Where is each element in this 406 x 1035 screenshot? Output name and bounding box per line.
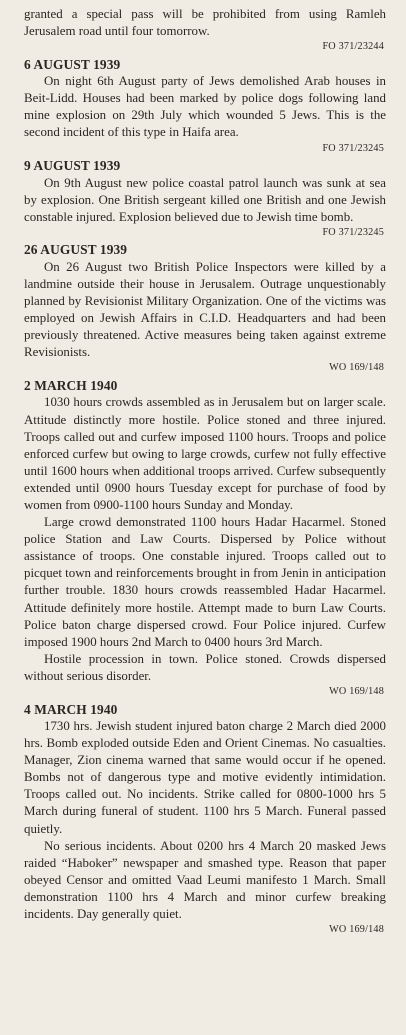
intro-source-ref: FO 371/23244	[322, 41, 384, 53]
entry-paragraph: Hostile procession in town. Police stoned. Crowds dispersed without serious disorder.	[24, 651, 386, 683]
entry-paragraph: On night 6th August party of Jews demolished Arab houses in Beit-Lidd. Houses had been marked by police dogs following land mine explosion on 29th July which wounded 5 Jews. This is the second incident of this type in Haifa area.	[24, 74, 386, 140]
entry-paragraph: Large crowd demonstrated 1100 hours Hadar Hacarmel. Stoned police Station and Law Courts. Dispersed by Police without assistance of troops. One constable injured. Troops called out to picquet town and reinforcements brought in from Jenin in anticipation further trouble. 1830 hours crowds reassembled Hadar Hacarmel. Attitude definitely more hostile. Attempt made to burn Law Courts. Police baton charge dispersed crowd. Four Police injured. Curfew imposed 1900 hours 2nd March to 0400 hours 3rd March.	[24, 515, 386, 649]
entry-date-heading: 9 AUGUST 1939	[24, 158, 121, 174]
entry-paragraph: 1030 hours crowds assembled as in Jerusalem but on larger scale. Attitude distinctly more hostile. Police stoned and three injured. Troops called out and curfew imposed 1100 hours. Troops and police enforced curfew but owing to large crowds, curfew not fully effective until 1600 hours when additional troops arrived. Curfew subsequently extended until 0900 hours Tuesday except for purchase of food by women from 0900-1100 hours Sunday and Monday.	[24, 395, 386, 512]
entry-paragraph: On 9th August new police coastal patrol launch was sunk at sea by explosion. One British sergeant killed one British and one Jewish constable injured. Explosion believed due to Jewish time bomb.	[24, 175, 386, 224]
entry-paragraph: On 26 August two British Police Inspectors were killed by a landmine outside their house in Jerusalem. Outrage unquestionably planned by Revisionist Military Organization. One of the victims was employed on Jewish Affairs in C.I.D. Headquarters and had been previously threatened. Active measures being taken against extreme Revisionists.	[24, 259, 386, 360]
entry-1939-08-06	[24, 56, 386, 155]
entry-source-ref: WO 169/148	[329, 362, 384, 374]
entry-date-heading: 4 MARCH 1940	[24, 701, 118, 717]
entry-source-ref: WO 169/148	[329, 924, 384, 936]
entry-paragraph: No serious incidents. About 0200 hrs 4 March 20 masked Jews raided “Haboker” newspaper and smashed type. Reason that paper obeyed Censor and omitted Vaad Leumi manifesto 1 March. Small demonstration 1100 hrs 4 March and minor curfew breaking incidents. Day generally quiet.	[24, 838, 386, 922]
entry-date-heading: 6 AUGUST 1939	[24, 56, 121, 72]
entry-date-heading: 2 MARCH 1940	[24, 377, 118, 393]
entry-1940-03-02	[24, 377, 386, 699]
intro-paragraph: granted a special pass will be prohibited from using Ramleh Jerusalem road until four tomorrow.	[24, 7, 386, 39]
entry-1939-08-26	[24, 241, 386, 375]
entry-source-ref: FO 371/23245	[322, 142, 384, 154]
entry-source-ref: WO 169/148	[329, 686, 384, 697]
entry-1940-03-04	[24, 701, 386, 937]
entry-1939-08-09	[24, 157, 386, 239]
entry-date-heading: 26 AUGUST 1939	[24, 242, 128, 258]
entry-paragraph: 1730 hrs. Jewish student injured baton charge 2 March died 2000 hrs. Bomb exploded outside Eden and Orient Cinemas. No casualties. Manager, Zion cinema warned that same would occur if he opened. Bombs not of dangerous type and motive evidently intimidation. Troops called out. No incidents. Strike called for 0800-1000 hrs 5 March during funeral of student. 1100 hrs 5 March. Funeral passed quietly.	[24, 719, 386, 836]
entry-source-ref: FO 371/23245	[322, 226, 384, 238]
